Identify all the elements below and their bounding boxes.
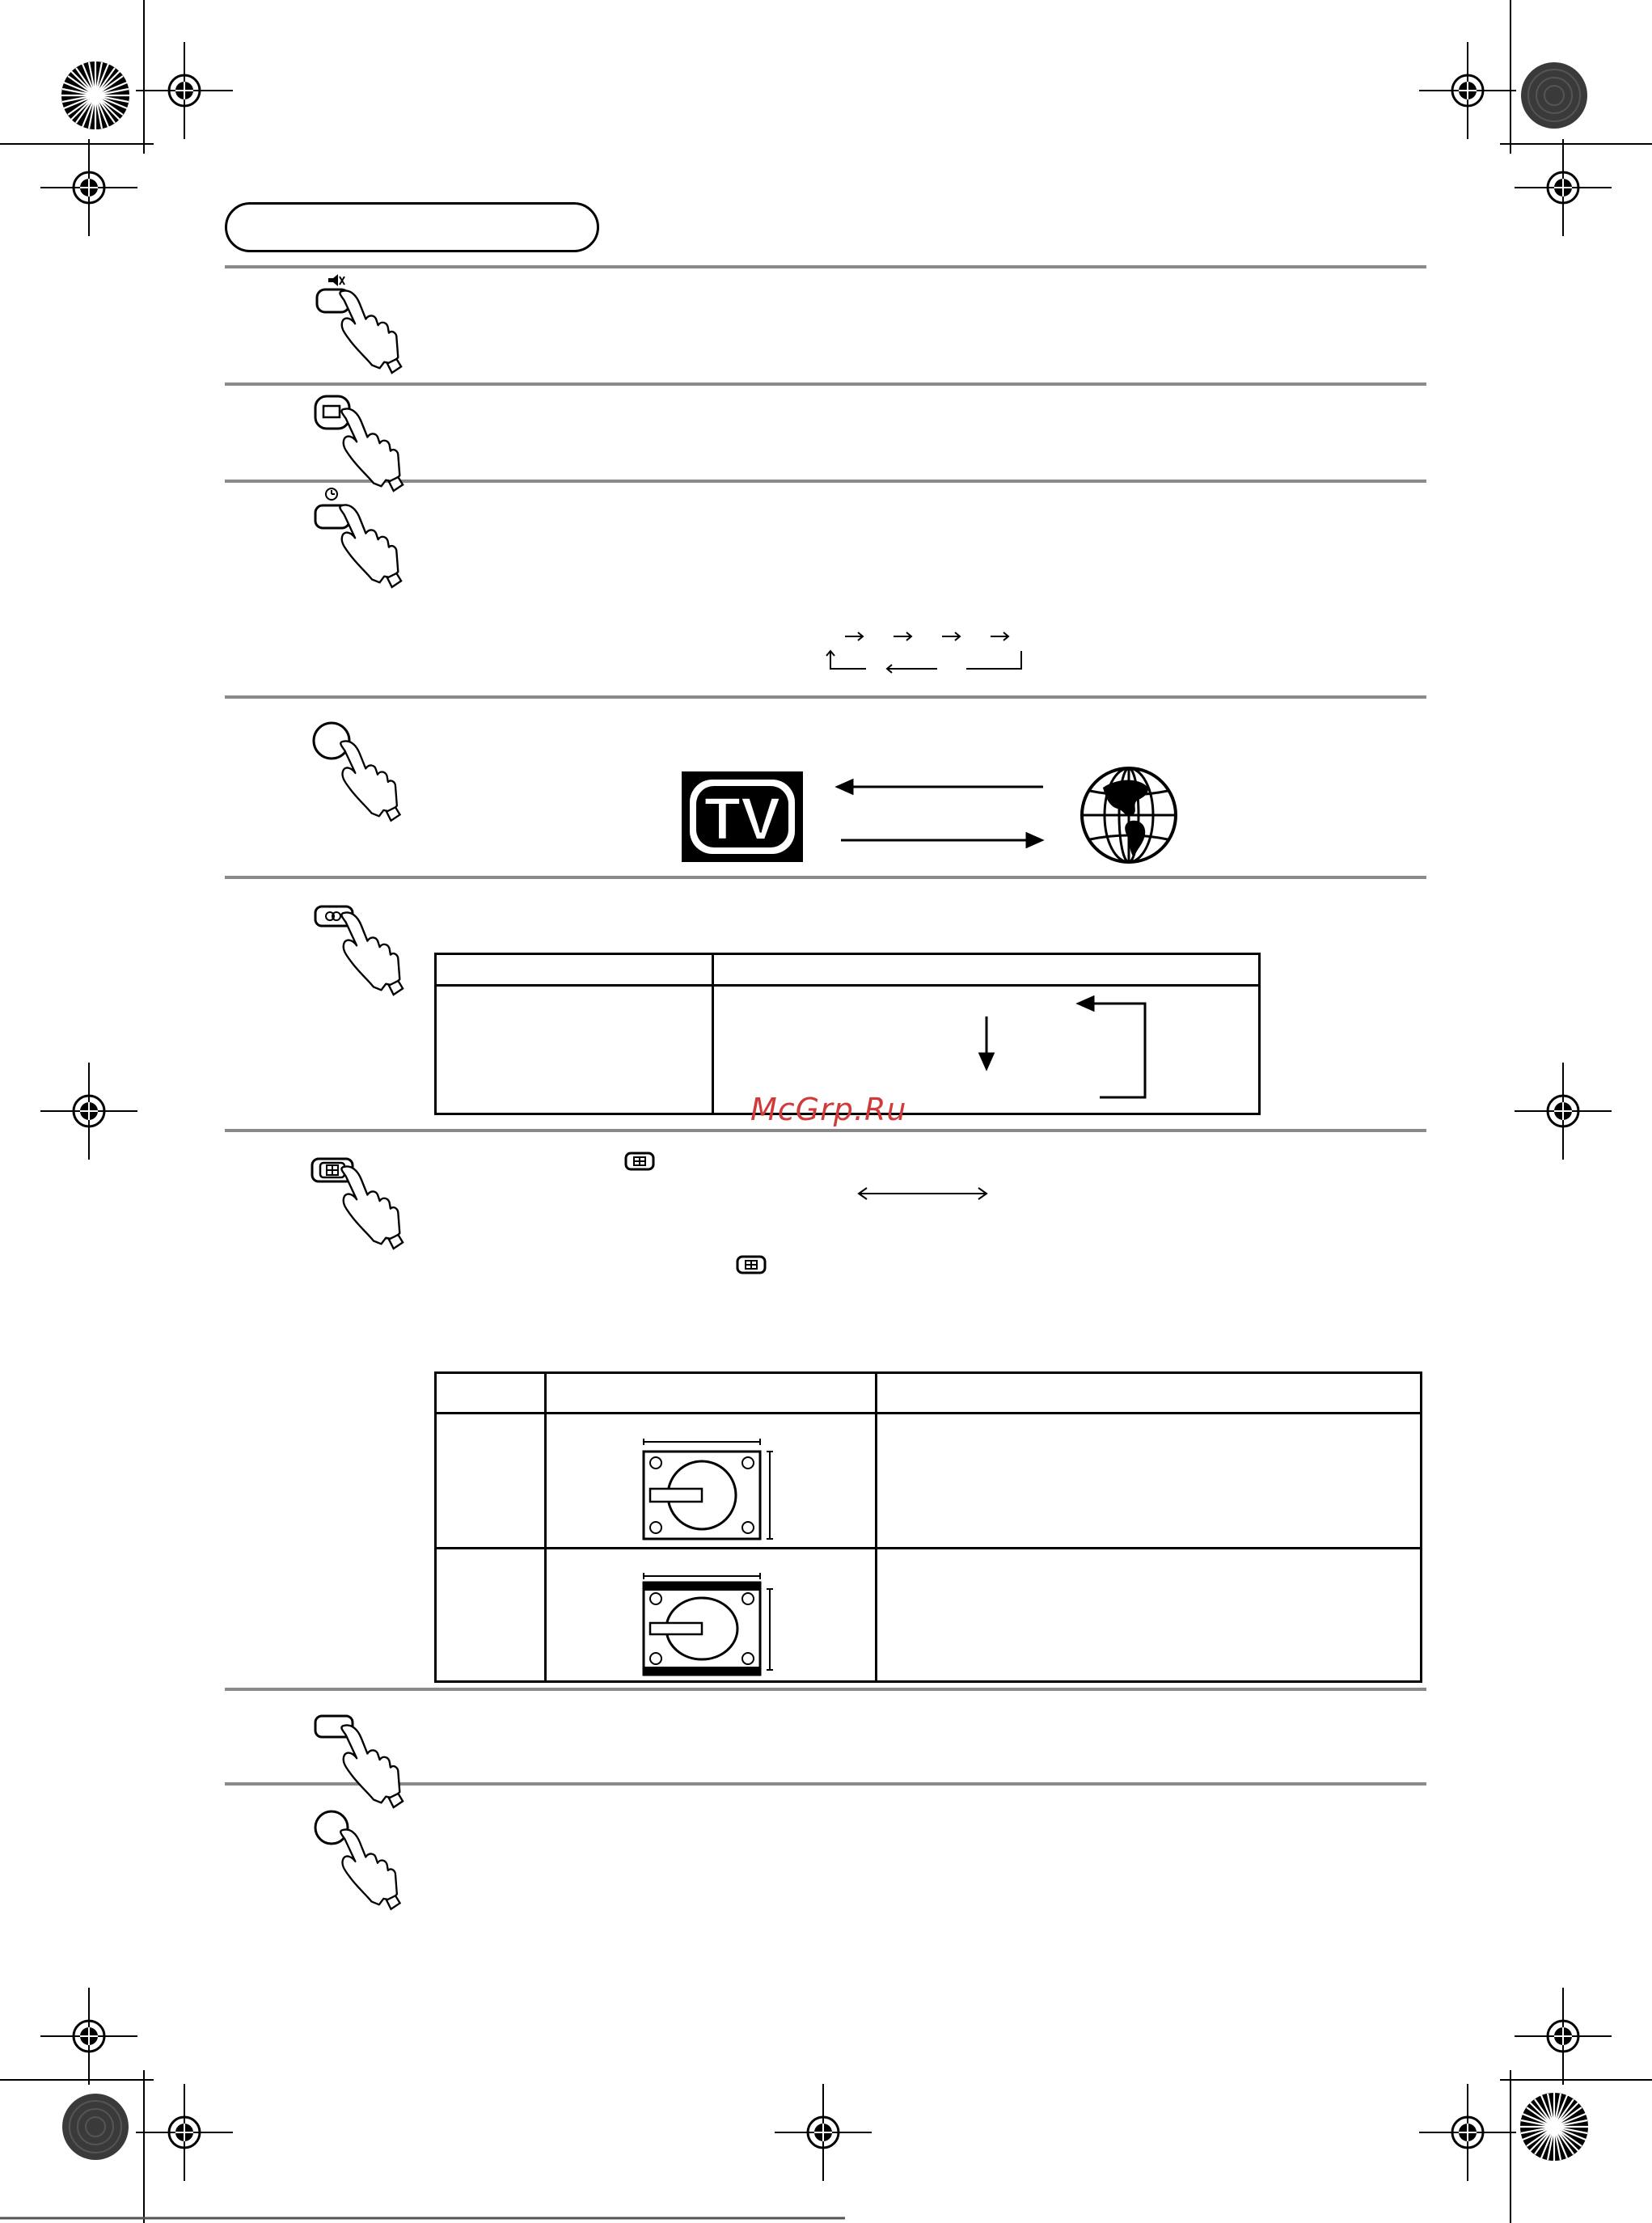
section-divider bbox=[225, 1688, 1426, 1691]
sound-mode-cycle-arrows bbox=[922, 987, 1164, 1109]
page-title-box bbox=[225, 202, 599, 252]
timer-button-hand-icon bbox=[312, 488, 409, 585]
format-4-3-illustration bbox=[644, 1439, 789, 1544]
wide-icon-inline bbox=[736, 1255, 768, 1276]
table-column-divider bbox=[875, 1374, 877, 1680]
picture-format-table bbox=[434, 1371, 1422, 1683]
section-divider bbox=[225, 1129, 1426, 1132]
round-button-hand-icon bbox=[312, 1808, 409, 1897]
section-divider bbox=[225, 695, 1426, 699]
sound-mode-table bbox=[434, 953, 1261, 1115]
sleep-timer-cycle-diagram bbox=[821, 627, 1031, 675]
wide-button-hand-icon bbox=[309, 1152, 406, 1241]
section-divider bbox=[225, 265, 1426, 268]
sound-mode-button-hand-icon bbox=[312, 902, 409, 991]
rect-button-hand-icon bbox=[312, 1713, 409, 1802]
tv-teletext-toggle-arrows bbox=[833, 772, 1043, 845]
table-row-divider bbox=[437, 1547, 1420, 1549]
watermark: McGrp.Ru bbox=[750, 1092, 907, 1127]
display-button-hand-icon bbox=[312, 390, 409, 487]
tv-logo-text: TV bbox=[703, 785, 781, 852]
tv-teletext-button-hand-icon bbox=[312, 720, 409, 809]
globe-icon bbox=[1079, 765, 1179, 865]
table-header-divider bbox=[437, 1412, 1420, 1414]
format-16-9-illustration bbox=[644, 1573, 789, 1678]
table-header-divider bbox=[437, 984, 1258, 987]
table-column-divider bbox=[712, 955, 714, 1113]
table-column-divider bbox=[544, 1374, 547, 1680]
tv-logo bbox=[682, 771, 803, 862]
section-divider bbox=[225, 876, 1426, 879]
format-toggle-arrow bbox=[856, 1184, 990, 1203]
mute-button-hand-icon bbox=[312, 273, 409, 387]
wide-icon-inline bbox=[624, 1152, 657, 1173]
